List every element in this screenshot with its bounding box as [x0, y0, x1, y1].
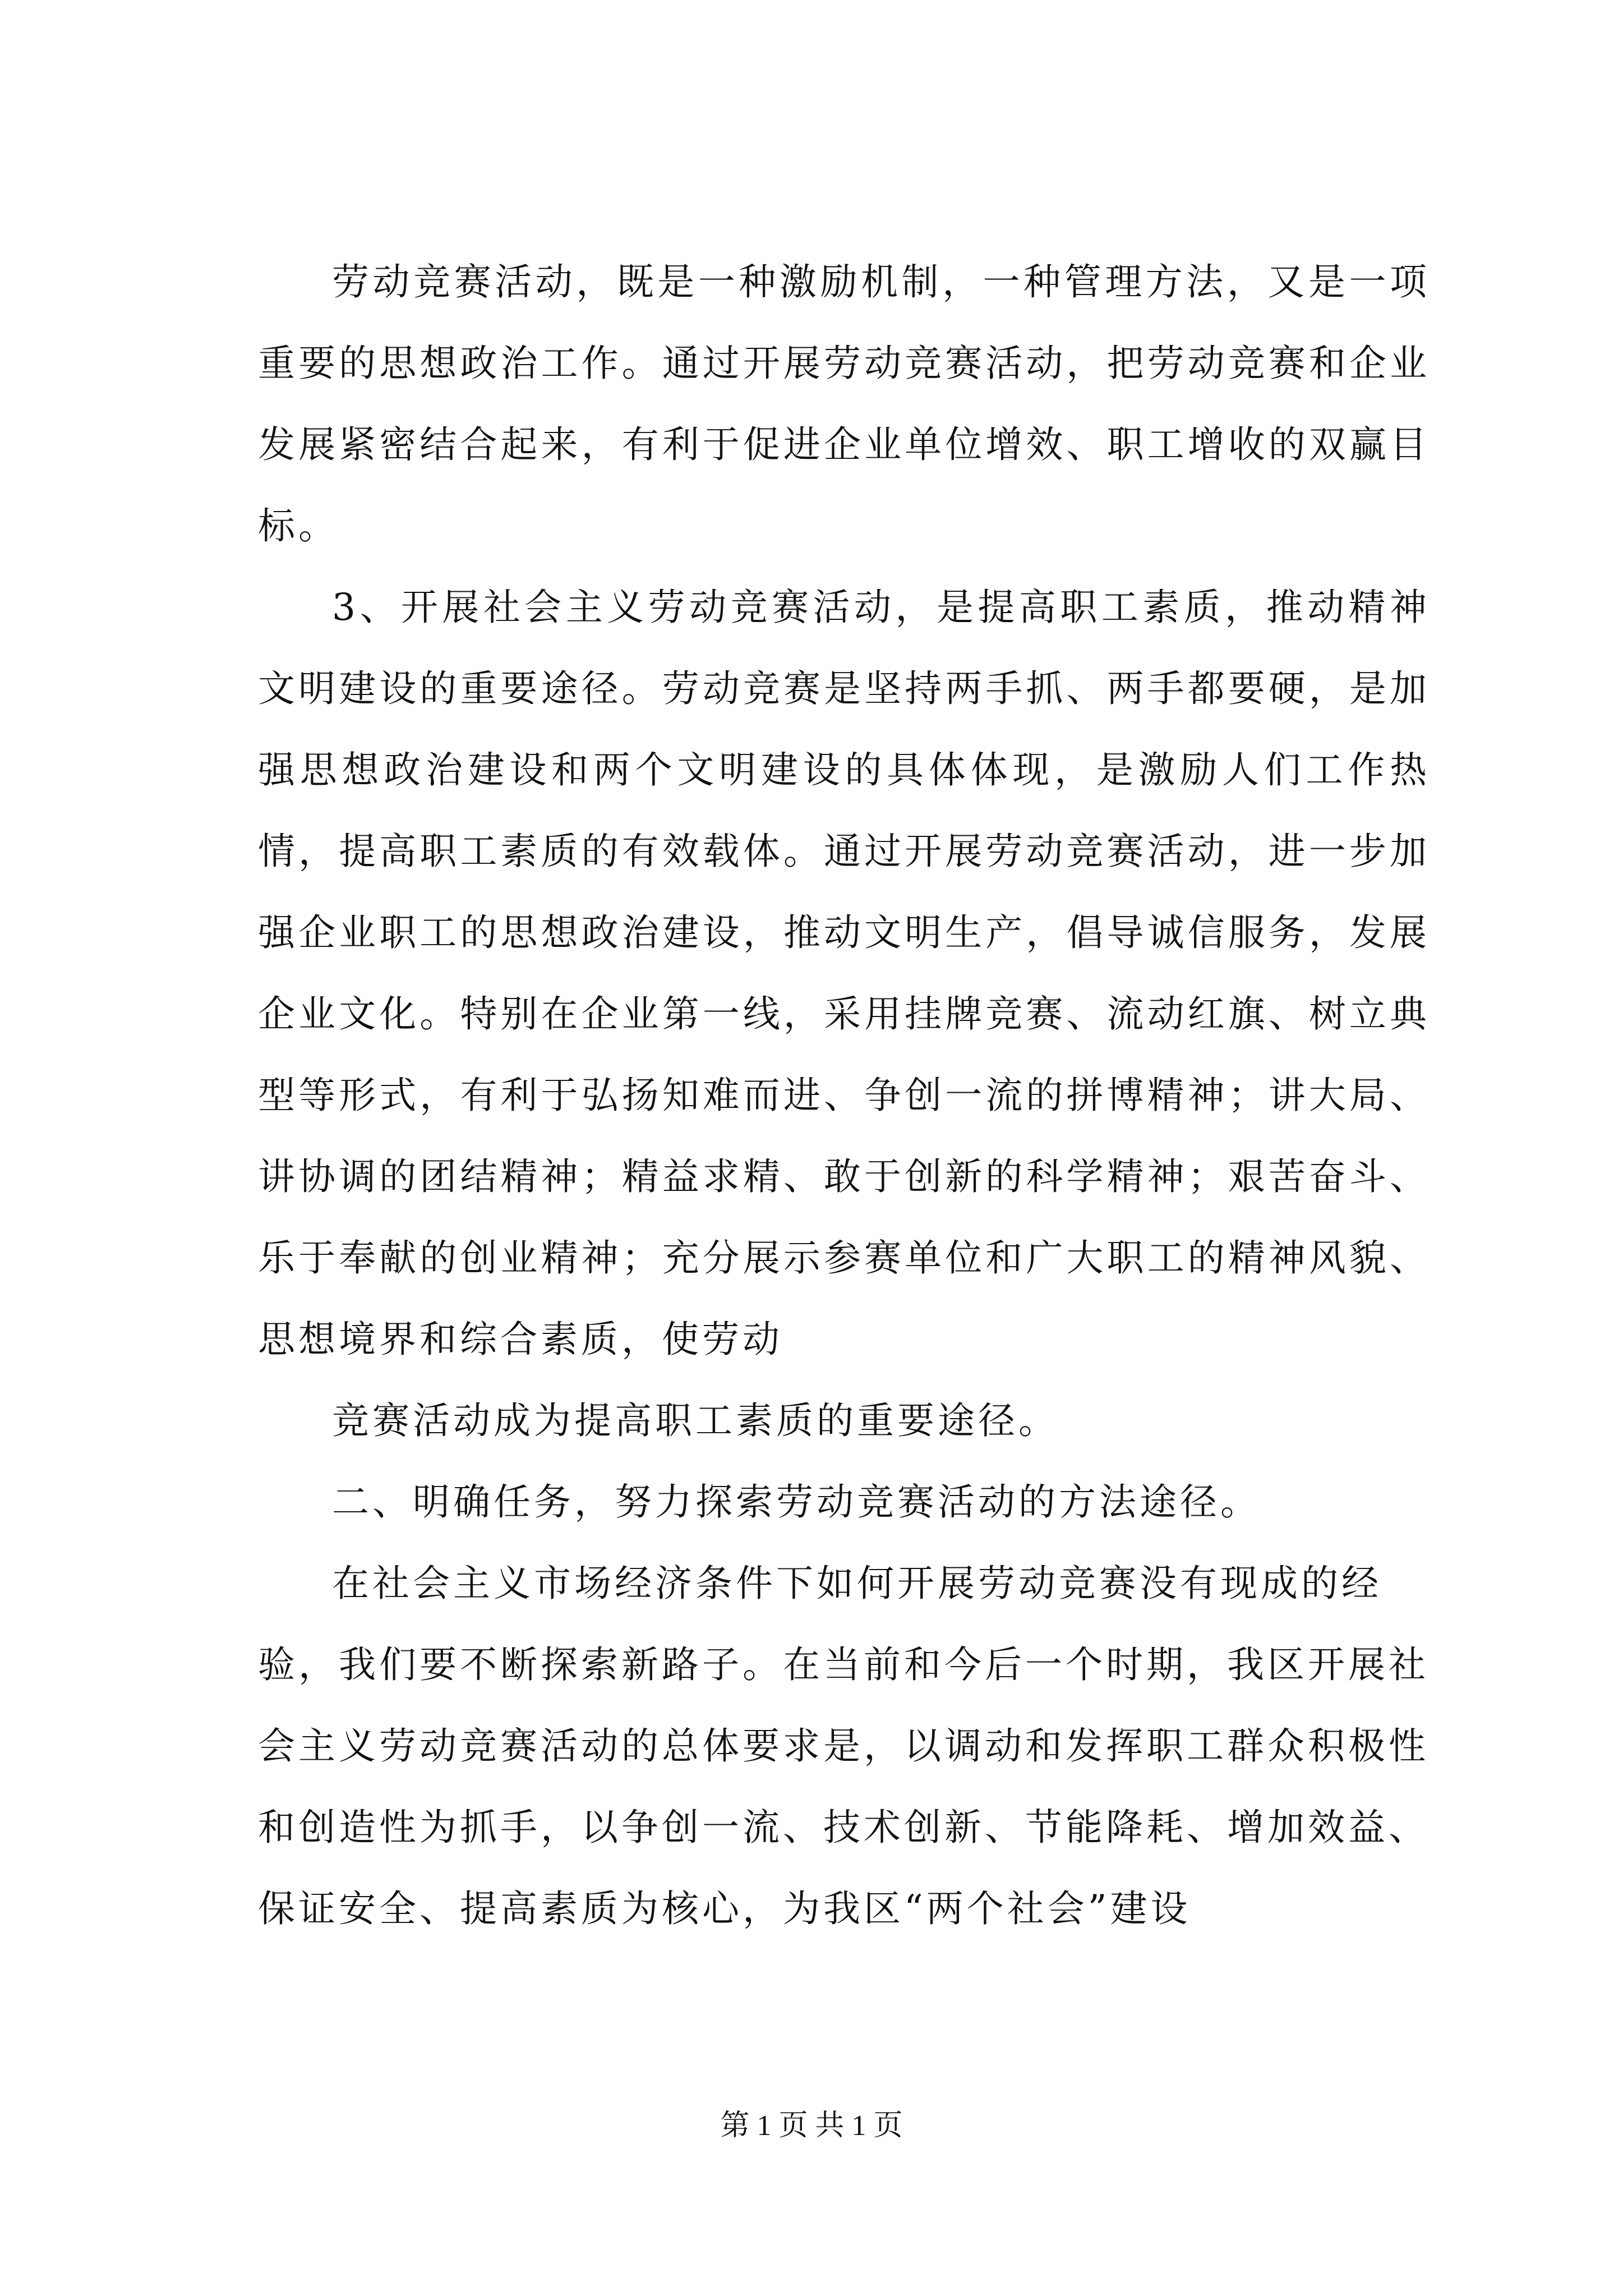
- paragraph-competition-mechanism: 劳动竞赛活动，既是一种激励机制，一种管理方法，又是一项重要的思想政治工作。通过开展劳动竞赛活动，把劳动竞赛和企业发展紧密结合起来，有利于促进企业单位增效、职工增收的双赢目标。: [258, 260, 1430, 547]
- paragraph-continuation: 竞赛活动成为提高职工素质的重要途径。: [332, 1399, 1059, 1442]
- document-body: [258, 241, 1430, 1949]
- paragraph-point-3-spiritual-civilization: 3、开展社会主义劳动竞赛活动，是提高职工素质，推动精神文明建设的重要途径。劳动竞赛是坚持两手抓、两手都要硬，是加强思想政治建设和两个文明建设的具体体现，是激励人们工作热情，提高职工素质的有效载体。通过开展劳动竞赛活动，进一步加强企业职工的思想政治建设，推动文明生产，倡导诚信服务，发展企业文化。特别在企业第一线，采用挂牌竞赛、流动红旗、树立典型等形式，有利于弘扬知难而进、争创一流的拼博精神；讲大局、讲协调的团结精神；精益求精、敢于创新的科学精神；艰苦奋斗、乐于奉献的创业精神；充分展示参赛单位和广大职工的精神风貌、思想境界和综合素质，使劳动: [258, 586, 1430, 1361]
- page-footer: 第 1 页 共 1 页: [720, 2110, 903, 2142]
- section-heading-2: 二、明确任务，努力探索劳动竞赛活动的方法途径。: [332, 1480, 1261, 1524]
- paragraph-market-economy: 在社会主义市场经济条件下如何开展劳动竞赛没有现成的经验，我们要不断探索新路子。在当前和今后一个时期，我区开展社会主义劳动竞赛活动的总体要求是，以调动和发挥职工群众积极性和创造性为抓手，以争创一流、技术创新、节能降耗、增加效益、保证安全、提高素质为核心，为我区“两个社会”建设: [258, 1562, 1429, 1930]
